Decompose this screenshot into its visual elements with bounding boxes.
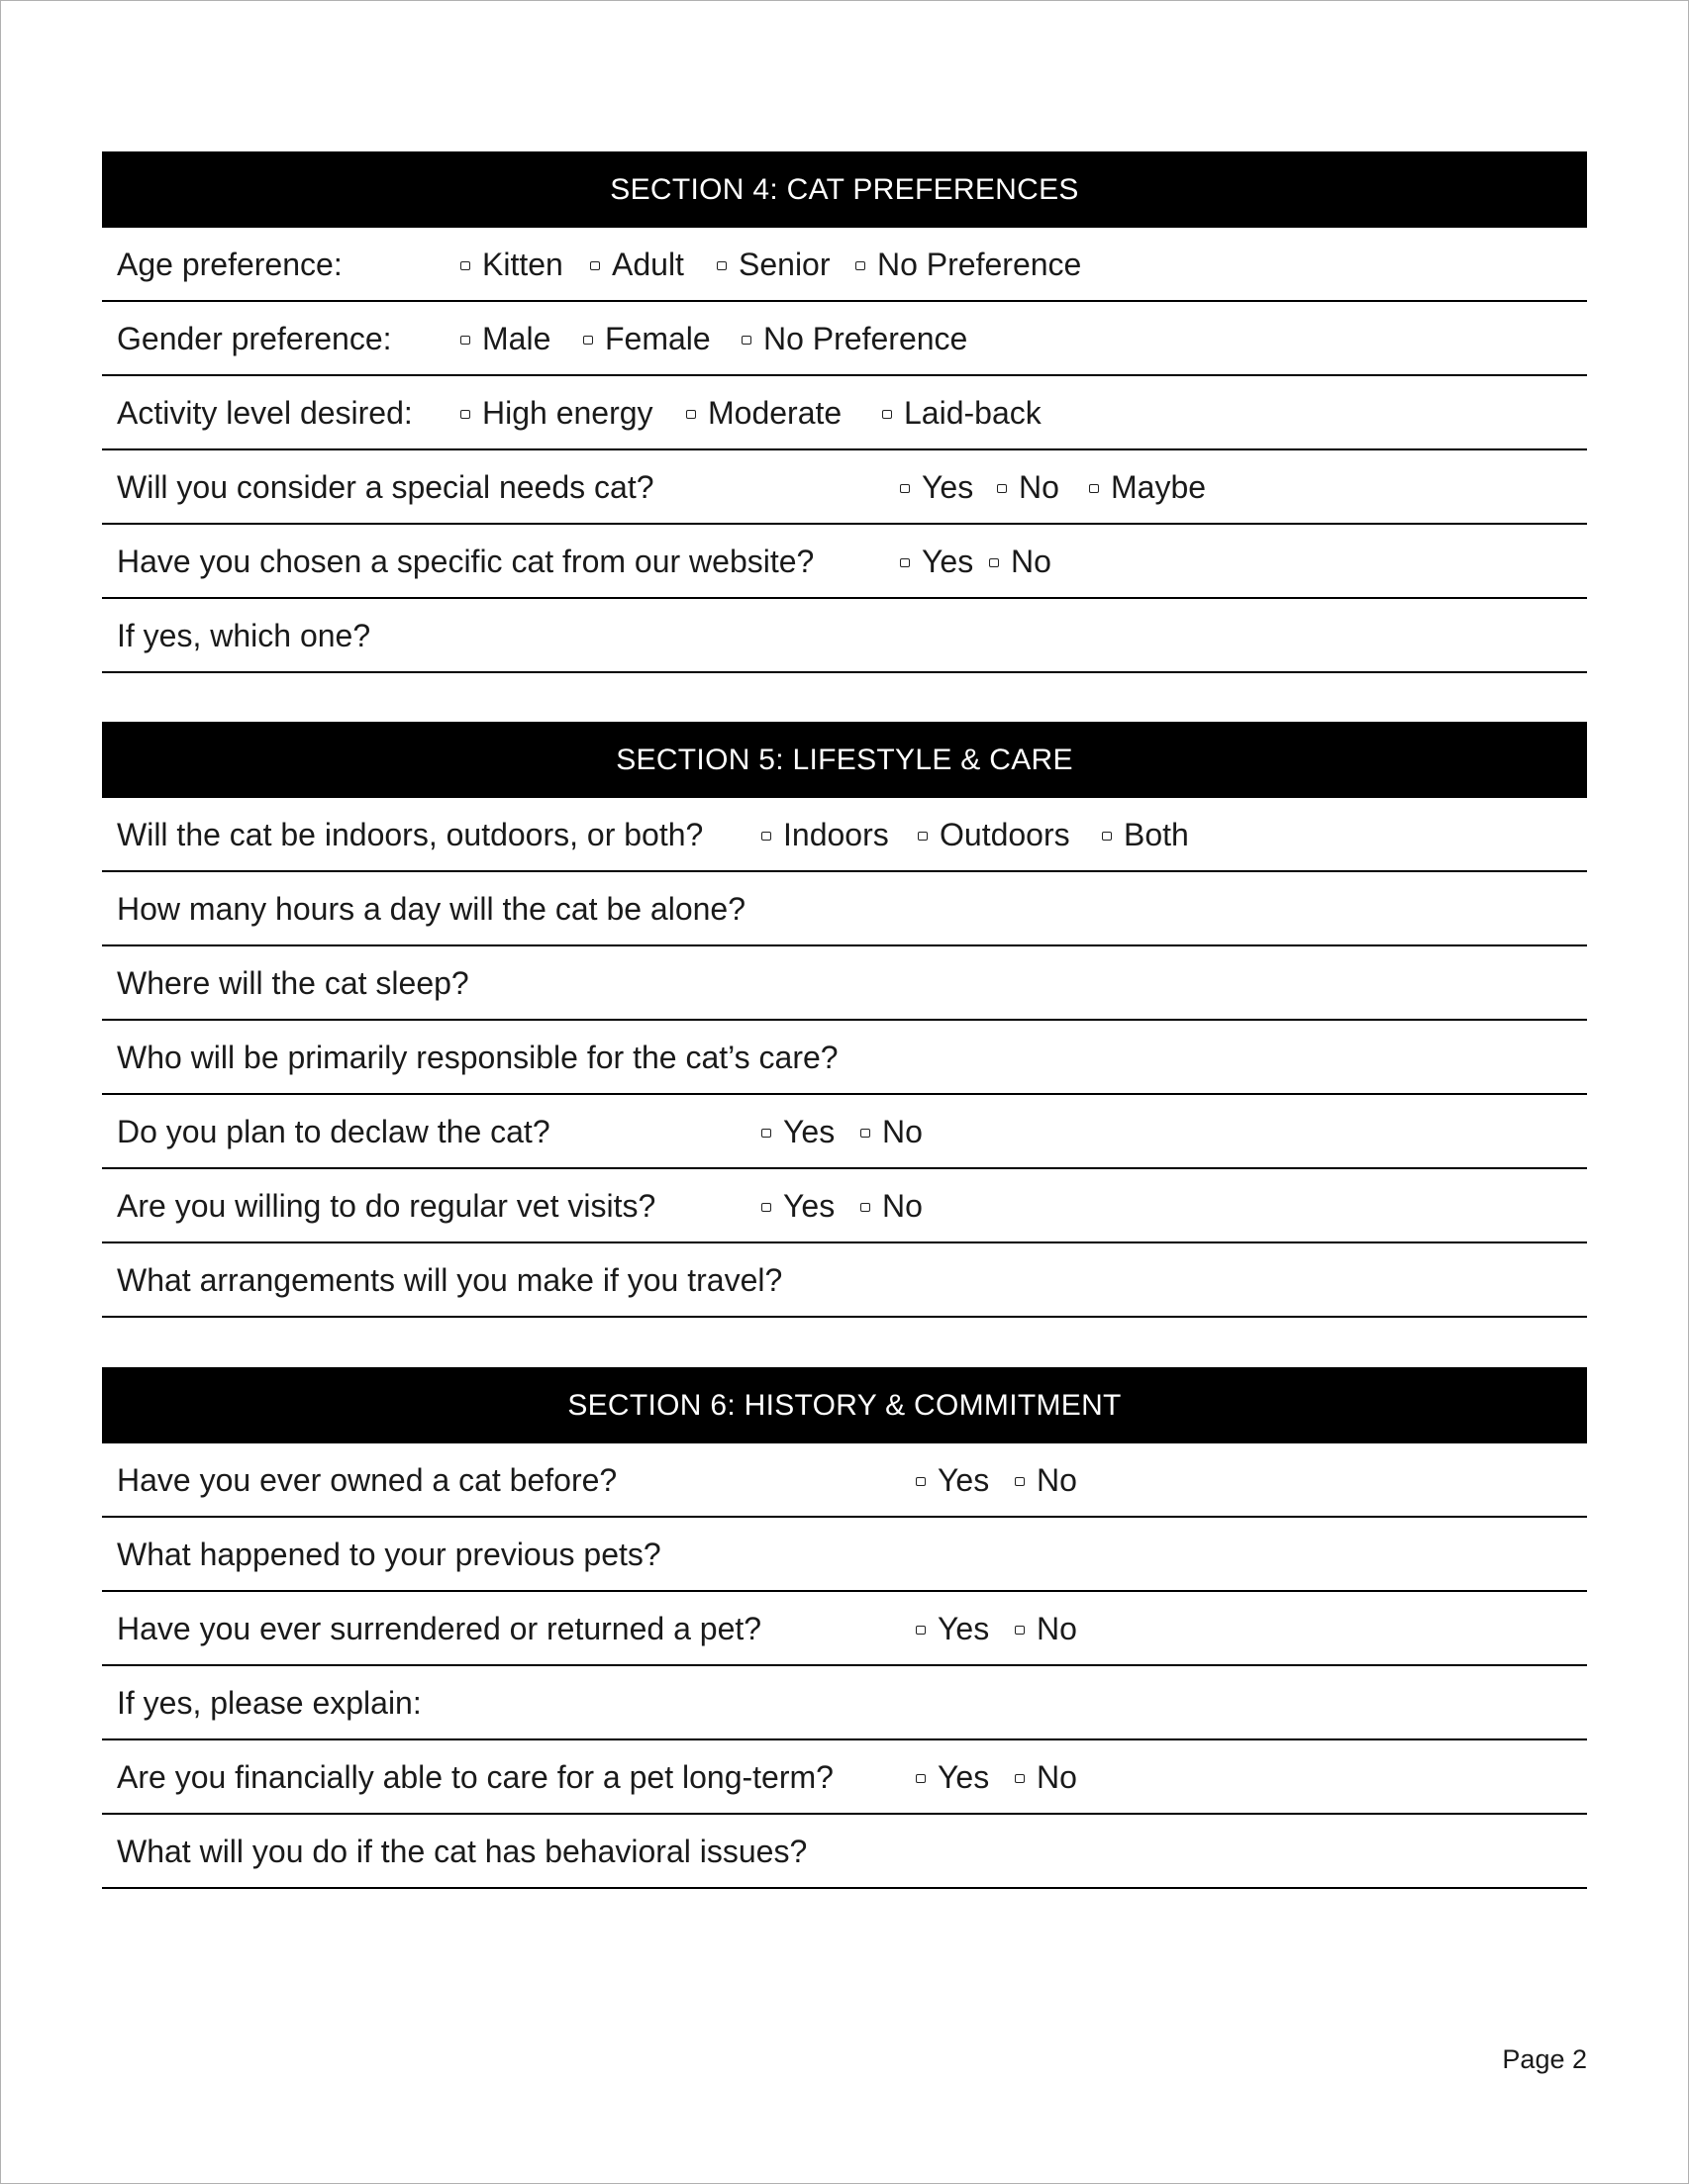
checkbox-icon[interactable] xyxy=(1102,832,1112,841)
checkbox-icon[interactable] xyxy=(1015,1477,1025,1486)
question-label: Do you plan to declaw the cat? xyxy=(117,1114,550,1149)
question-label: How many hours a day will the cat be alone? xyxy=(117,891,746,927)
checkbox-icon[interactable] xyxy=(997,484,1007,493)
checkbox-moderate[interactable] xyxy=(686,395,842,432)
option-label: No xyxy=(882,1188,923,1224)
option-label: No xyxy=(1019,469,1059,505)
row-special-needs xyxy=(102,450,1587,525)
row-declaw xyxy=(102,1095,1587,1169)
option-label: Outdoors xyxy=(940,817,1070,852)
row-activity-level xyxy=(102,376,1587,450)
option-label: Yes xyxy=(922,544,974,579)
question-label: Have you ever surrendered or returned a pet? xyxy=(117,1611,762,1646)
row-explain[interactable] xyxy=(102,1666,1587,1740)
checkbox-icon[interactable] xyxy=(460,261,470,270)
question-label: Age preference: xyxy=(117,247,343,282)
checkbox-no[interactable] xyxy=(1015,1759,1077,1796)
option-label: No xyxy=(1011,544,1051,579)
question-label: Are you willing to do regular vet visits? xyxy=(117,1188,656,1224)
checkbox-male[interactable] xyxy=(460,321,550,357)
checkbox-icon[interactable] xyxy=(918,832,928,841)
option-label: No xyxy=(882,1114,923,1149)
option-label: No Preference xyxy=(877,247,1082,282)
checkbox-yes[interactable] xyxy=(916,1462,989,1499)
checkbox-icon[interactable] xyxy=(855,261,865,270)
checkbox-icon[interactable] xyxy=(1089,484,1099,493)
checkbox-yes[interactable] xyxy=(916,1759,989,1796)
checkbox-icon[interactable] xyxy=(460,410,470,419)
option-label: Yes xyxy=(938,1759,990,1795)
checkbox-icon[interactable] xyxy=(1015,1626,1025,1635)
checkbox-icon[interactable] xyxy=(460,336,470,345)
checkbox-icon[interactable] xyxy=(742,336,751,345)
checkbox-icon[interactable] xyxy=(761,1129,771,1138)
checkbox-both[interactable] xyxy=(1102,817,1189,853)
option-label: Yes xyxy=(938,1611,990,1646)
row-behavioral-issues[interactable] xyxy=(102,1815,1587,1889)
section-header: SECTION 4: CAT PREFERENCES xyxy=(102,151,1587,228)
option-label: Adult xyxy=(612,247,684,282)
checkbox-yes[interactable] xyxy=(900,469,973,506)
checkbox-adult[interactable] xyxy=(590,247,684,283)
checkbox-indoors[interactable] xyxy=(761,817,889,853)
checkbox-no[interactable] xyxy=(1015,1462,1077,1499)
section-header: SECTION 6: HISTORY & COMMITMENT xyxy=(102,1367,1587,1443)
row-financially-able xyxy=(102,1740,1587,1815)
checkbox-no[interactable] xyxy=(1015,1611,1077,1647)
option-label: Male xyxy=(482,321,551,356)
option-label: Moderate xyxy=(708,395,843,431)
checkbox-icon[interactable] xyxy=(989,558,999,567)
row-hours-alone[interactable] xyxy=(102,872,1587,946)
question-label: Where will the cat sleep? xyxy=(117,965,469,1001)
checkbox-icon[interactable] xyxy=(1015,1774,1025,1783)
option-label: Both xyxy=(1124,817,1189,852)
checkbox-yes[interactable] xyxy=(761,1188,835,1225)
question-label: Will the cat be indoors, outdoors, or both? xyxy=(117,817,704,852)
option-label: Maybe xyxy=(1111,469,1207,505)
section-header: SECTION 5: LIFESTYLE & CARE xyxy=(102,722,1587,798)
checkbox-no-preference[interactable] xyxy=(742,321,967,357)
checkbox-icon[interactable] xyxy=(860,1203,870,1212)
checkbox-icon[interactable] xyxy=(761,832,771,841)
option-label: Senior xyxy=(739,247,831,282)
option-label: No xyxy=(1037,1759,1077,1795)
row-sleep-location[interactable] xyxy=(102,946,1587,1021)
section-lifestyle-care xyxy=(102,722,1587,1318)
row-travel-arrangements[interactable] xyxy=(102,1243,1587,1318)
option-label: Kitten xyxy=(482,247,563,282)
question-label: Have you ever owned a cat before? xyxy=(117,1462,618,1498)
checkbox-icon[interactable] xyxy=(761,1203,771,1212)
option-label: Female xyxy=(605,321,711,356)
row-gender-preference xyxy=(102,302,1587,376)
question-label: If yes, which one? xyxy=(117,618,371,653)
question-label: If yes, please explain: xyxy=(117,1685,422,1721)
checkbox-no[interactable] xyxy=(989,544,1051,580)
checkbox-icon[interactable] xyxy=(860,1129,870,1138)
checkbox-female[interactable] xyxy=(583,321,711,357)
checkbox-icon[interactable] xyxy=(916,1626,926,1635)
option-label: Yes xyxy=(783,1188,836,1224)
row-specific-cat xyxy=(102,525,1587,599)
question-label: Will you consider a special needs cat? xyxy=(117,469,654,505)
question-label: Who will be primarily responsible for the cat’s care? xyxy=(117,1040,839,1075)
checkbox-high-energy[interactable] xyxy=(460,395,653,432)
checkbox-outdoors[interactable] xyxy=(918,817,1070,853)
question-label: Have you chosen a specific cat from our website? xyxy=(117,544,815,579)
checkbox-icon[interactable] xyxy=(686,410,696,419)
section-cat-preferences xyxy=(102,151,1587,673)
row-indoors-outdoors xyxy=(102,798,1587,872)
question-label: What happened to your previous pets? xyxy=(117,1537,661,1572)
row-owned-cat-before xyxy=(102,1443,1587,1518)
checkbox-yes[interactable] xyxy=(916,1611,989,1647)
row-surrendered-pet xyxy=(102,1592,1587,1666)
section-history-commitment xyxy=(102,1367,1587,1889)
option-label: Yes xyxy=(783,1114,836,1149)
option-label: Yes xyxy=(922,469,974,505)
row-which-cat[interactable] xyxy=(102,599,1587,673)
checkbox-senior[interactable] xyxy=(717,247,831,283)
row-primary-caregiver[interactable] xyxy=(102,1021,1587,1095)
option-label: Indoors xyxy=(783,817,889,852)
checkbox-yes[interactable] xyxy=(761,1114,835,1150)
checkbox-icon[interactable] xyxy=(882,410,892,419)
checkbox-icon[interactable] xyxy=(583,336,593,345)
question-label: Are you financially able to care for a pet long-term? xyxy=(117,1759,834,1795)
question-label: What arrangements will you make if you travel? xyxy=(117,1262,783,1298)
option-label: No xyxy=(1037,1611,1077,1646)
checkbox-no[interactable] xyxy=(997,469,1059,506)
row-previous-pets[interactable] xyxy=(102,1518,1587,1592)
question-label: What will you do if the cat has behavioral issues? xyxy=(117,1834,808,1869)
checkbox-no[interactable] xyxy=(860,1188,923,1225)
checkbox-icon[interactable] xyxy=(916,1774,926,1783)
checkbox-icon[interactable] xyxy=(900,558,910,567)
option-label: High energy xyxy=(482,395,653,431)
row-age-preference xyxy=(102,228,1587,302)
checkbox-icon[interactable] xyxy=(590,261,600,270)
checkbox-yes[interactable] xyxy=(900,544,973,580)
checkbox-maybe[interactable] xyxy=(1089,469,1206,506)
checkbox-icon[interactable] xyxy=(916,1477,926,1486)
question-label: Activity level desired: xyxy=(117,395,413,431)
option-label: No xyxy=(1037,1462,1077,1498)
option-label: Laid-back xyxy=(904,395,1042,431)
option-label: Yes xyxy=(938,1462,990,1498)
page-number: Page 2 xyxy=(1502,2044,1587,2074)
row-vet-visits xyxy=(102,1169,1587,1243)
checkbox-no[interactable] xyxy=(860,1114,923,1150)
question-label: Gender preference: xyxy=(117,321,392,356)
checkbox-kitten[interactable] xyxy=(460,247,563,283)
checkbox-icon[interactable] xyxy=(900,484,910,493)
checkbox-icon[interactable] xyxy=(717,261,727,270)
option-label: No Preference xyxy=(763,321,968,356)
checkbox-no-preference[interactable] xyxy=(855,247,1081,283)
checkbox-laid-back[interactable] xyxy=(882,395,1042,432)
